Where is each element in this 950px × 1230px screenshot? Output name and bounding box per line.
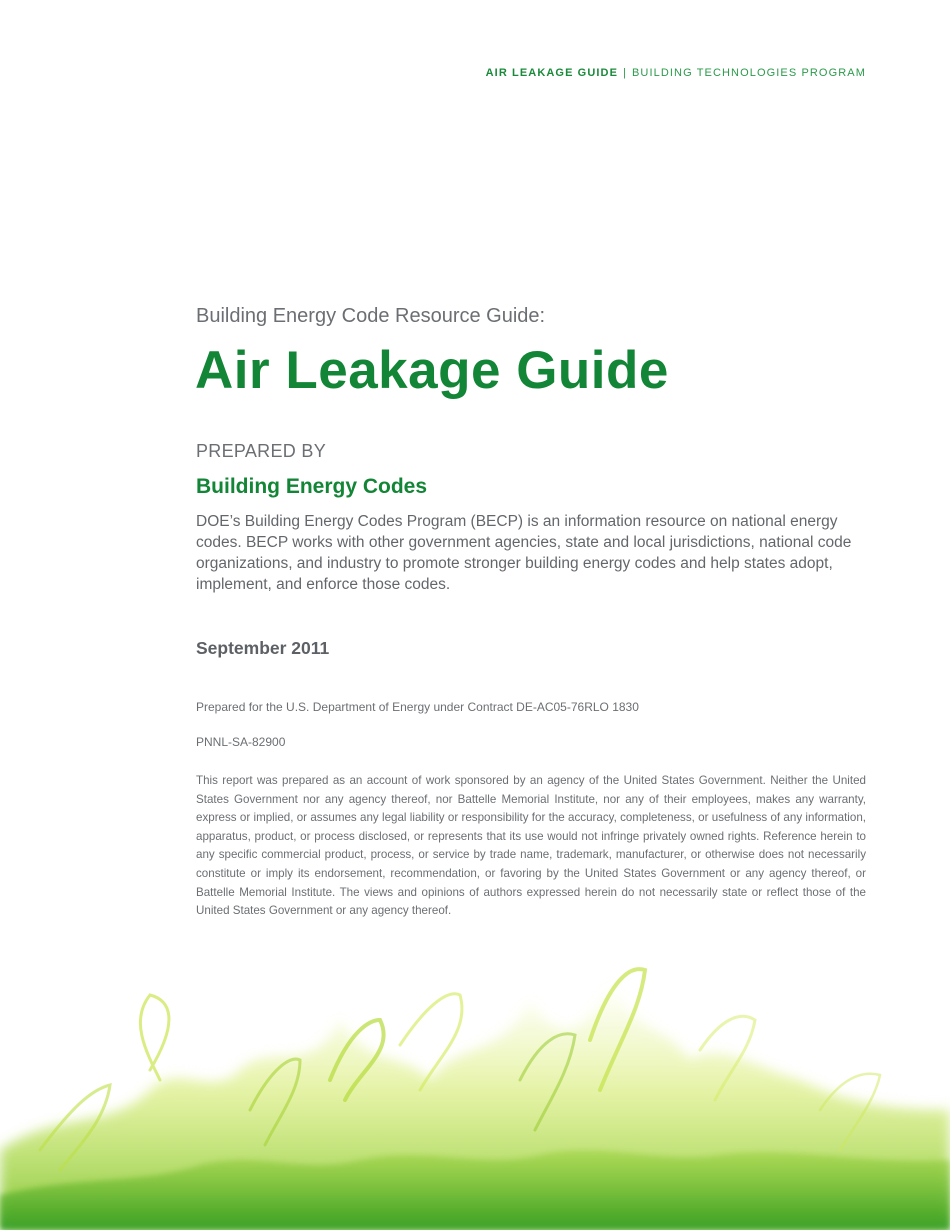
cover-subtitle: Building Energy Code Resource Guide: xyxy=(196,305,546,327)
report-number: PNNL-SA-82900 xyxy=(196,735,286,749)
running-header xyxy=(486,67,866,79)
header-separator: | xyxy=(623,67,627,79)
header-guide-label: AIR LEAKAGE GUIDE xyxy=(485,67,619,79)
smoke-base xyxy=(0,980,950,1230)
publication-date: September 2011 xyxy=(196,638,330,658)
green-smoke-illustration xyxy=(0,960,950,1230)
cover-title: Air Leakage Guide xyxy=(195,341,669,400)
disclaimer-text: This report was prepared as an account of work sponsored by an agency of the United States Government. Neither the United States Government nor any agency thereof, nor Battelle Memorial Institute, nor any of their employees, makes any warranty, express or implied, or assumes any legal liability or responsibility for the accuracy, completeness, or usefulness of any information, apparatus, product, or process disclosed, or represents that its use would not infringe privately owned rights. Reference herein to any specific commercial product, process, or service by trade name, trademark, manufacturer, or otherwise does not necessarily constitute or imply its endorsement, recommendation, or favoring by the United States Government or any agency thereof, or Battelle Memorial Institute. The views and opinions of authors expressed herein do not necessarily state or reflect those of the United States Government or any agency thereof. xyxy=(196,774,866,918)
header-program-label: BUILDING TECHNOLOGIES PROGRAM xyxy=(631,67,866,79)
organization-name: Building Energy Codes xyxy=(196,475,428,498)
contract-statement: Prepared for the U.S. Department of Energy under Contract DE-AC05-76RLO 1830 xyxy=(196,700,639,714)
prepared-by-label: PREPARED BY xyxy=(196,441,327,461)
organization-description: DOE’s Building Energy Codes Program (BECP) is an information resource on national energy codes. BECP works with other government agencies, state and local jurisdictions, national code organizations, and industry to promote stronger building energy codes and help states adopt, implement, and enforce those codes. xyxy=(196,513,852,593)
